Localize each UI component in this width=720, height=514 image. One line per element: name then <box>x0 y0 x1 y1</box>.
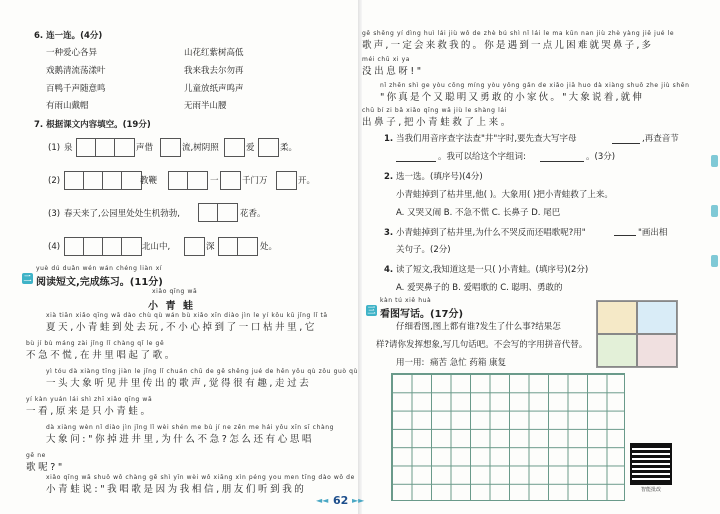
answer-blank[interactable] <box>612 134 640 144</box>
question-text: 小青蛙掉到了枯井里,他( )。大象用( )把小青蛙救了上来。 <box>396 190 613 200</box>
answer-boxes[interactable] <box>160 138 181 157</box>
q7-title: 7. 根据课文内容填空。(19分) <box>34 120 151 130</box>
prev-page-icon[interactable]: ◄◄ <box>316 496 329 505</box>
story-pinyin: bù jí bù máng zài jǐng lǐ chàng qǐ le gē <box>26 340 165 347</box>
q7-line2-text: 一 <box>210 176 219 186</box>
story-line: 不急不慌,在井里唱起了歌。 <box>26 350 177 361</box>
story-line: 歌呢?" <box>26 462 65 473</box>
story-pinyin: yì tóu dà xiàng tīng jiàn le jǐng lǐ chuán chū de gē shēng jué de hěn yǒu qù zǒu guò qù <box>46 368 358 375</box>
section-badge: 二 <box>23 274 32 283</box>
answer-boxes[interactable] <box>168 171 208 190</box>
q7-line4-text: 北山中, <box>142 242 171 252</box>
left-column <box>0 0 358 500</box>
q7-line1-text: 泉 <box>64 143 73 153</box>
answer-boxes[interactable] <box>276 171 297 190</box>
side-tab <box>711 155 718 167</box>
question-text: 当我们用音序查字法查"井"字时,要先查大写字母 <box>396 134 577 144</box>
q7-line3-text: 花香。 <box>240 209 266 219</box>
q6-left-item: 百鸭千声随意鸣 <box>46 84 106 94</box>
question-options: A. 爱哭鼻子的 B. 爱唱歌的 C. 聪明、勇敢的 <box>396 283 563 293</box>
answer-boxes[interactable] <box>184 237 205 256</box>
story-pinyin: xiǎo qīng wā shuō wǒ chàng gē shì yīn wèi wǒ xiāng xìn péng you men tīng dào wǒ de <box>46 474 355 481</box>
story-line: 大象问:"你掉进井里,为什么不急?怎么还有心思唱 <box>46 434 315 445</box>
q7-line2-text: 开。 <box>298 176 316 186</box>
story-line: 没出息呀!" <box>362 66 424 77</box>
story-pinyin: chū bí zi bǎ xiǎo qīng wā jiù le shàng lái <box>362 107 507 114</box>
story-line: "你真是个又聪明又勇敢的小家伙。"大象说着,就伸 <box>380 92 645 103</box>
next-page-icon[interactable]: ►► <box>352 496 365 505</box>
story-line: 夏天,小青蛙到处去玩,不小心掉到了一口枯井里,它 <box>46 322 317 333</box>
story-pinyin: gē ne <box>26 452 46 459</box>
q7-line2-no: (2) <box>48 176 61 186</box>
story-title-pinyin: xiǎo qīng wā <box>152 288 198 295</box>
story-pinyin: dà xiàng wèn nǐ diào jìn jǐng lǐ wèi shén me bù jí ne zěn me hái yǒu xīn sī chàng <box>46 424 335 431</box>
story-pinyin: yí kàn yuán lái shì zhī xiǎo qīng wā <box>26 396 153 403</box>
writing-prompt: 样?请你发挥想象,写几句话吧。不会写的字用拼音代替。 <box>376 340 588 350</box>
picture-panel <box>597 301 637 334</box>
question-text: 读了短文,我知道这是一只( )小青蛙。(填序号)(2分) <box>396 265 589 275</box>
q6-right-item: 山花红紫树高低 <box>184 48 244 58</box>
answer-boxes[interactable] <box>64 171 142 190</box>
question-text: "画出相 <box>638 228 668 238</box>
side-tab <box>711 255 718 267</box>
story-picture <box>596 300 678 368</box>
q7-line4-text: 深 <box>206 242 215 252</box>
question-number: 2. <box>384 172 394 182</box>
q7-line3-no: (3) <box>48 209 61 219</box>
q7-line1-text: 爱 <box>246 143 255 153</box>
story-pinyin: xià tiān xiǎo qīng wā dào chù qù wán bù xiǎo xīn diào jìn le yí kǒu kū jǐng lǐ tā <box>46 312 328 319</box>
word-bank: 痛苦 急忙 药箱 康复 <box>430 358 507 368</box>
question-text: 选一选。(填序号)(4分) <box>396 172 483 182</box>
word-bank-label: 用一用: <box>396 358 425 368</box>
q6-right-item: 无雨半山腰 <box>184 101 227 111</box>
wavy-line-icon <box>614 232 636 236</box>
q6-title: 6. 连一连。(4分) <box>34 31 103 41</box>
answer-boxes[interactable] <box>218 237 258 256</box>
story-line: 出鼻子,把小青蛙救了上来。 <box>362 117 513 128</box>
page-number: 62 <box>333 494 349 507</box>
question-number: 4. <box>384 265 394 275</box>
q6-left-item: 戏鹅清流荡漾叶 <box>46 66 106 76</box>
q7-line2-text: 千门万 <box>242 176 268 186</box>
story-line: 小青蛙说:"我唱歌是因为我相信,朋友们听到我的 <box>46 484 307 495</box>
question-text: 关句子。(2分) <box>396 245 451 255</box>
question-number: 1. <box>384 134 394 144</box>
section-badge: 三 <box>367 306 376 315</box>
q7-line2-text: 教鞭 <box>140 176 158 186</box>
picture-panel <box>637 334 677 367</box>
picture-panel <box>597 334 637 367</box>
qr-caption: 智能批改 <box>640 487 661 493</box>
answer-blank[interactable] <box>396 152 436 162</box>
side-tab <box>711 205 718 217</box>
reading-title-pinyin: yuè dú duǎn wén wán chéng liàn xí <box>36 265 163 272</box>
writing-section-title: 看图写话。(17分) <box>380 309 464 320</box>
q7-line1-no: (1) <box>48 143 61 153</box>
story-title: 小 青 蛙 <box>148 301 195 312</box>
q6-left-item: 一种爱心各异 <box>46 48 98 58</box>
qr-code-icon[interactable] <box>630 443 672 485</box>
writing-title-pinyin: kàn tú xiě huà <box>380 297 432 304</box>
reading-section-title: 阅读短文,完成练习。(11分) <box>36 277 163 288</box>
answer-boxes[interactable] <box>64 237 142 256</box>
picture-panel <box>637 301 677 334</box>
story-line: 一看,原来是只小青蛙。 <box>26 406 153 417</box>
question-number: 3. <box>384 228 394 238</box>
q7-line1-text: 声借 <box>136 143 154 153</box>
answer-boxes[interactable] <box>258 138 279 157</box>
question-text: 。我可以给这个字组词: <box>438 152 526 162</box>
q6-right-item: 儿童放纸声鸣声 <box>184 84 244 94</box>
q7-line1-text: 柔。 <box>280 143 298 153</box>
q7-line3-text: 春天来了,公园里处处生机勃勃, <box>64 209 180 219</box>
writing-prompt: 仔细看图,图上都有谁?发生了什么事?结果怎 <box>396 322 561 332</box>
answer-blank[interactable] <box>540 152 584 162</box>
q7-line1-text: 流,树阴照 <box>182 143 219 153</box>
question-text: 小青蛙掉到了枯井里,为什么不哭反而还唱歌呢?用" <box>396 228 586 238</box>
answer-boxes[interactable] <box>224 138 245 157</box>
q6-right-item: 我来我去尔勿再 <box>184 66 244 76</box>
story-pinyin: nǐ zhēn shì ge yòu cōng míng yòu yǒng gǎn de xiǎo jiā huo dà xiàng shuō zhe jiù shēn <box>380 82 690 89</box>
story-line: 一头大象听见井里传出的歌声,觉得很有趣,走过去 <box>46 378 312 389</box>
answer-boxes[interactable] <box>198 203 238 222</box>
q7-line4-text: 处。 <box>260 242 278 252</box>
story-pinyin: méi chū xi ya <box>362 56 411 63</box>
q7-line4-no: (4) <box>48 242 61 252</box>
answer-boxes[interactable] <box>76 138 135 157</box>
answer-boxes[interactable] <box>220 171 241 190</box>
story-pinyin: gē shēng yí dìng huì lái jiù wǒ de zhè bú shì nǐ lái le ma kūn nan jiù zhè yàng jiě jué le <box>362 30 675 37</box>
q6-left-item: 有雨山戴帽 <box>46 101 89 111</box>
question-options: A. 又哭又闹 B. 不急不慌 C. 长鼻子 D. 尾巴 <box>396 208 561 218</box>
question-text: ,再查音节 <box>642 134 679 144</box>
writing-grid[interactable] <box>391 373 625 501</box>
question-text: 。(3分) <box>586 152 616 162</box>
story-line: 歌声,一定会来救我的。你是遇到一点儿困难就哭鼻子,多 <box>362 40 654 51</box>
